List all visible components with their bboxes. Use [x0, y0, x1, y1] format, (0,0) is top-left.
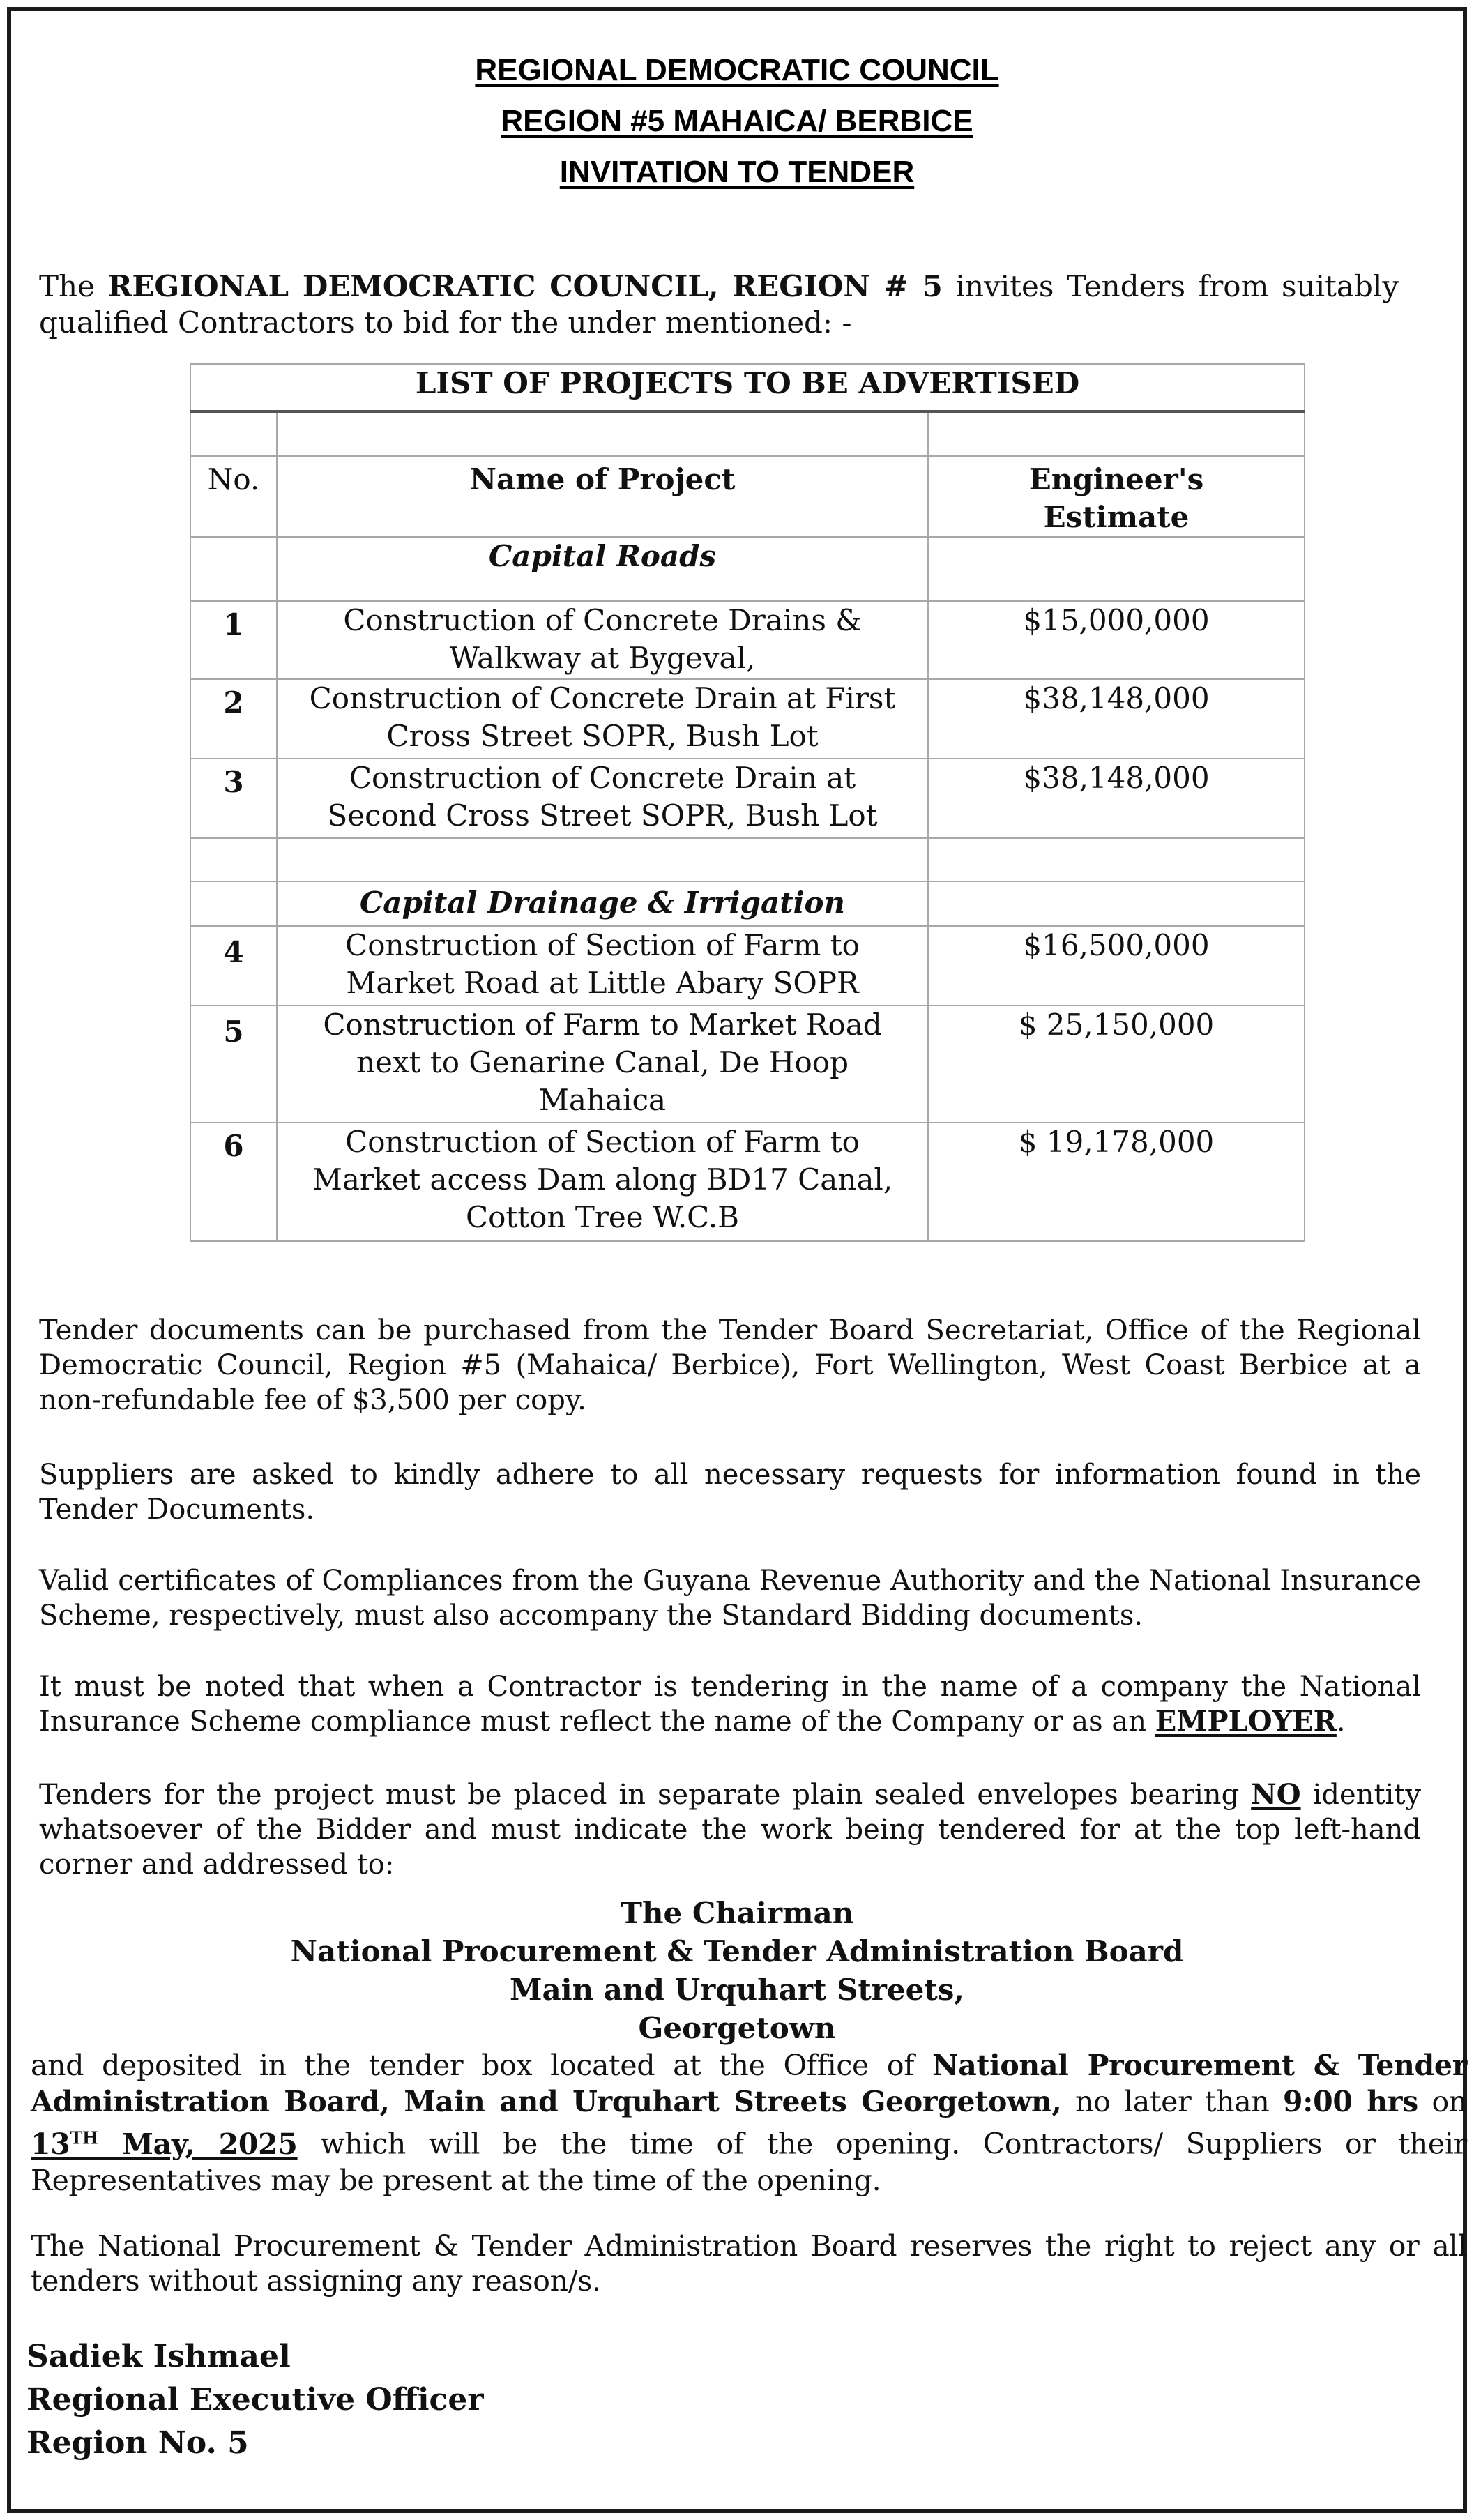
envelope-text-b: identity whatsoever of the Bidder and must indicate the work being tendered for at the top left-hand corner and addressed to: [39, 1779, 1421, 1881]
table-spacer-row [190, 838, 1305, 881]
council-heading: REGIONAL DEMOCRATIC COUNCIL [475, 53, 999, 87]
employer-end: . [1336, 1706, 1346, 1738]
purchase-paragraph: Tender documents can be purchased from the Tender Board Secretariat, Office of the Regional Democratic Council, Region #5 (Mahaica/ Berbice), Fort Wellington, West Coast Berbice at a non-refundable fee of $3,500 per copy. [39, 1314, 1421, 1416]
intro-prefix: The [39, 269, 108, 303]
row-project-name: Construction of Section of Farm to Market access Dam along BD17 Canal, Cotton Tree W.C.B [277, 1123, 928, 1241]
employer-text: It must be noted that when a Contractor is tendering in the name of a company the National Insurance Scheme compliance must reflect the name of the Company or as an [39, 1671, 1421, 1738]
row-no: 4 [190, 926, 277, 1005]
intro-paragraph [39, 268, 1399, 341]
deposit-paragraph [31, 2047, 1467, 2199]
table-title: LIST OF PROJECTS TO BE ADVERTISED [190, 364, 1305, 411]
address-street: Main and Urquhart Streets, [509, 1973, 965, 2007]
row-project-name: Construction of Section of Farm to Market Road at Little Abary SOPR [277, 926, 928, 1005]
address-chairman: The Chairman [620, 1896, 854, 1930]
row-project-name: Construction of Farm to Market Road next to Genarine Canal, De Hoop Mahaica [277, 1005, 928, 1123]
section-row-drainage [190, 881, 1305, 926]
address-city: Georgetown [638, 2011, 836, 2045]
envelope-text-a: Tenders for the project must be placed in separate plain sealed envelopes bearing [39, 1779, 1252, 1811]
table-header-row [190, 456, 1305, 537]
region-heading: REGION #5 MAHAICA/ BERBICE [501, 104, 973, 138]
table-row [190, 759, 1305, 838]
employer-emphasis: EMPLOYER [1155, 1705, 1337, 1738]
section-capital-drainage: Capital Drainage & Irrigation [277, 881, 928, 926]
table-row [190, 679, 1305, 759]
section-row-capital-roads [190, 537, 1305, 601]
row-project-name: Construction of Concrete Drain at Second Cross Street SOPR, Bush Lot [277, 759, 928, 838]
table-row [190, 1123, 1305, 1241]
deposit-text-a: and deposited in the tender box located at the Office of [31, 2049, 933, 2082]
deposit-text-c: no later than [1061, 2085, 1284, 2118]
tender-notice-page [7, 7, 1467, 2513]
deposit-time: 9:00 hrs [1283, 2085, 1418, 2118]
row-project-name: Construction of Concrete Drain at First Cross Street SOPR, Bush Lot [277, 679, 928, 759]
deposit-day-suffix: TH [70, 2127, 98, 2148]
deposit-location: National Procurement & Tender Administration Board, Main and Urquhart Streets Georgetown, [31, 2049, 1467, 2118]
row-estimate: $15,000,000 [928, 601, 1305, 679]
table-row [190, 1005, 1305, 1123]
row-estimate: $38,148,000 [928, 759, 1305, 838]
deposit-month: May, 2025 [98, 2127, 298, 2161]
reserve-paragraph: The National Procurement & Tender Administration Board reserves the right to reject any or all tenders without assigning any reason/s. [31, 2229, 1467, 2298]
compliance-paragraph: Valid certificates of Compliances from the Guyana Revenue Authority and the National Insurance Scheme, respectively, must also accompany the Standard Bidding documents. [39, 1565, 1421, 1632]
signatory-name: Sadiek Ishmael [26, 2339, 291, 2374]
col-header-no: No. [190, 456, 277, 537]
row-no: 6 [190, 1123, 277, 1241]
row-project-name: Construction of Concrete Drains & Walkway at Bygeval, [277, 601, 928, 679]
envelope-no-emphasis: NO [1251, 1778, 1301, 1811]
table-row [190, 601, 1305, 679]
signatory-region: Region No. 5 [26, 2425, 249, 2461]
envelope-paragraph [39, 1777, 1421, 1882]
section-capital-roads: Capital Roads [277, 537, 928, 601]
deposit-day: 13 [31, 2127, 70, 2161]
row-no: 3 [190, 759, 277, 838]
table-spacer-row [190, 411, 1305, 456]
invitation-heading: INVITATION TO TENDER [559, 155, 915, 189]
col-header-estimate: Engineer's Estimate [928, 456, 1305, 537]
signatory-title: Regional Executive Officer [26, 2382, 484, 2417]
row-estimate: $ 19,178,000 [928, 1123, 1305, 1241]
intro-suffix: invites Tenders from suitably qualified Contractors to bid for the under mentioned: - [39, 269, 1399, 340]
projects-table [190, 363, 1305, 1242]
row-estimate: $38,148,000 [928, 679, 1305, 759]
address-board: National Procurement & Tender Administration Board [290, 1934, 1184, 1968]
row-estimate: $ 25,150,000 [928, 1005, 1305, 1123]
row-no: 5 [190, 1005, 277, 1123]
employer-paragraph [39, 1669, 1421, 1739]
suppliers-paragraph: Suppliers are asked to kindly adhere to all necessary requests for information found in the Tender Documents. [39, 1459, 1421, 1526]
deposit-text-d: on [1418, 2085, 1467, 2118]
table-title-row [190, 364, 1305, 411]
deposit-date [31, 2127, 298, 2161]
row-no: 1 [190, 601, 277, 679]
intro-council: REGIONAL DEMOCRATIC COUNCIL, REGION # 5 [107, 269, 943, 303]
col-header-name: Name of Project [277, 456, 928, 537]
table-row [190, 926, 1305, 1005]
row-estimate: $16,500,000 [928, 926, 1305, 1005]
row-no: 2 [190, 679, 277, 759]
deposit-text-e: which will be the time of the opening. Contractors/ Suppliers or their Representatives may be present at the time of the opening. [31, 2127, 1467, 2197]
